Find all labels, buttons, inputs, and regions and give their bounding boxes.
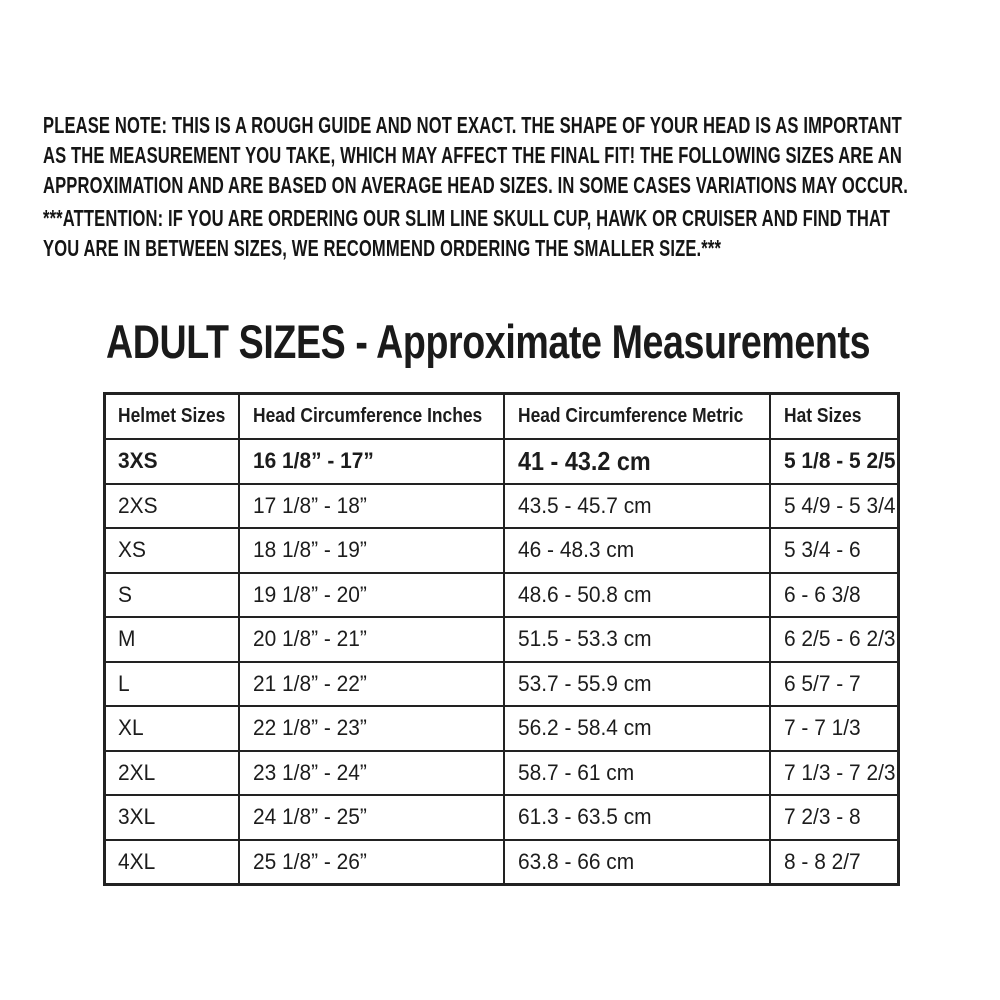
inches-cell: 22 1/8” - 23” [239, 706, 504, 751]
table-header-row [105, 394, 899, 440]
column-header-label: Head Circumference Metric [517, 405, 743, 427]
helmet-size-cell: XS [105, 528, 239, 573]
helmet-size-cell: 3XS [105, 439, 239, 484]
helmet-size-cell: 2XL [105, 751, 239, 796]
metric-cell: 48.6 - 50.8 cm [504, 573, 770, 618]
inches-cell: 21 1/8” - 22” [239, 662, 504, 707]
attention-paragraph [43, 203, 1000, 263]
table-row [105, 573, 899, 618]
note-paragraph [43, 110, 1000, 200]
inches-cell: 18 1/8” - 19” [239, 528, 504, 573]
hat-size-cell: 7 - 7 1/3 [770, 706, 899, 751]
inches-cell: 19 1/8” - 20” [239, 573, 504, 618]
table-row [105, 439, 899, 484]
column-header-label: Hat Sizes [783, 405, 861, 427]
helmet-size-cell: 3XL [105, 795, 239, 840]
metric-cell: 56.2 - 58.4 cm [504, 706, 770, 751]
table-row [105, 662, 899, 707]
attention-line: YOU ARE IN BETWEEN SIZES, WE RECOMMEND ORDERING THE SMALLER SIZE.*** [43, 235, 722, 261]
size-table [103, 392, 900, 886]
table-row [105, 528, 899, 573]
page-title: ADULT SIZES - Approximate Measurements [106, 315, 871, 368]
table-row [105, 795, 899, 840]
column-header-label: Helmet Sizes [118, 405, 226, 427]
hat-size-cell: 6 2/5 - 6 2/3 [770, 617, 899, 662]
column-header-helmet-sizes [105, 394, 239, 440]
table-row [105, 484, 899, 529]
hat-size-cell: 6 - 6 3/8 [770, 573, 899, 618]
helmet-size-cell: 4XL [105, 840, 239, 885]
helmet-size-cell: L [105, 662, 239, 707]
column-header-hat-sizes [770, 394, 899, 440]
helmet-size-cell: S [105, 573, 239, 618]
metric-cell: 61.3 - 63.5 cm [504, 795, 770, 840]
metric-cell: 46 - 48.3 cm [504, 528, 770, 573]
metric-cell: 41 - 43.2 cm [504, 439, 770, 484]
table-row [105, 617, 899, 662]
metric-cell: 53.7 - 55.9 cm [504, 662, 770, 707]
metric-cell: 51.5 - 53.3 cm [504, 617, 770, 662]
helmet-size-cell: M [105, 617, 239, 662]
hat-size-cell: 8 - 8 2/7 [770, 840, 899, 885]
inches-cell: 20 1/8” - 21” [239, 617, 504, 662]
note-line: AS THE MEASUREMENT YOU TAKE, WHICH MAY AFFECT THE FINAL FIT! THE FOLLOWING SIZES ARE AN [43, 142, 902, 168]
hat-size-cell: 5 1/8 - 5 2/5 [770, 439, 899, 484]
metric-cell: 63.8 - 66 cm [504, 840, 770, 885]
hat-size-cell: 5 3/4 - 6 [770, 528, 899, 573]
table-row [105, 840, 899, 885]
metric-cell: 58.7 - 61 cm [504, 751, 770, 796]
inches-cell: 17 1/8” - 18” [239, 484, 504, 529]
note-line: PLEASE NOTE: THIS IS A ROUGH GUIDE AND NOT EXACT. THE SHAPE OF YOUR HEAD IS AS IMPORTANT [43, 112, 902, 138]
hat-size-cell: 7 2/3 - 8 [770, 795, 899, 840]
inches-cell: 16 1/8” - 17” [239, 439, 504, 484]
inches-cell: 25 1/8” - 26” [239, 840, 504, 885]
metric-cell: 43.5 - 45.7 cm [504, 484, 770, 529]
table-row [105, 706, 899, 751]
table-row [105, 751, 899, 796]
hat-size-cell: 5 4/9 - 5 3/4 [770, 484, 899, 529]
note-line: APPROXIMATION AND ARE BASED ON AVERAGE HEAD SIZES. IN SOME CASES VARIATIONS MAY OCCUR. [43, 172, 909, 198]
inches-cell: 24 1/8” - 25” [239, 795, 504, 840]
attention-line: ***ATTENTION: IF YOU ARE ORDERING OUR SLIM LINE SKULL CUP, HAWK OR CRUISER AND FIND THAT [43, 205, 891, 231]
hat-size-cell: 7 1/3 - 7 2/3 [770, 751, 899, 796]
column-header-metric [504, 394, 770, 440]
inches-cell: 23 1/8” - 24” [239, 751, 504, 796]
column-header-label: Head Circumference Inches [252, 405, 482, 427]
helmet-size-cell: XL [105, 706, 239, 751]
helmet-size-cell: 2XS [105, 484, 239, 529]
hat-size-cell: 6 5/7 - 7 [770, 662, 899, 707]
column-header-inches [239, 394, 504, 440]
